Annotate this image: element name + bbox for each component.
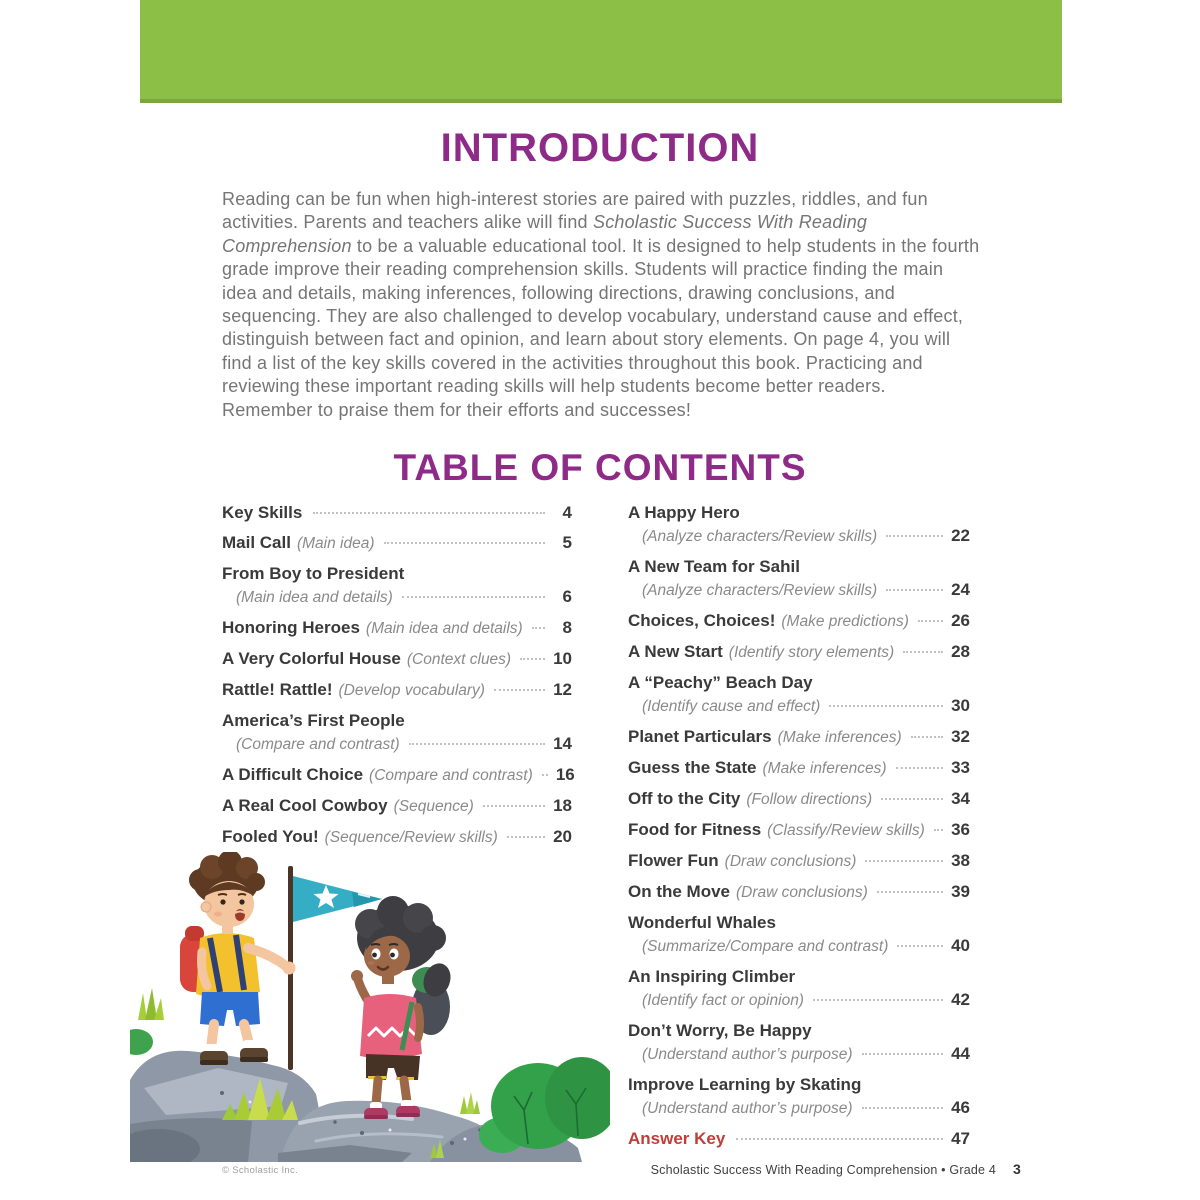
introduction-paragraph — [222, 188, 980, 422]
dot-leader — [865, 860, 943, 862]
toc-entry — [628, 850, 970, 872]
toc-entry-skill: (Main idea and details) — [236, 589, 393, 606]
toc-entry-skill: (Main idea and details) — [365, 620, 523, 637]
girl-hiker — [351, 896, 455, 1119]
toc-entry — [628, 788, 970, 810]
table-of-contents-heading: TABLE OF CONTENTS — [393, 447, 807, 488]
dot-leader — [862, 1053, 943, 1055]
toc-entry-title: A Real Cool Cowboy — [222, 796, 388, 815]
toc-entry — [222, 617, 572, 639]
toc-entry-skill: (Compare and contrast) — [236, 736, 400, 753]
toc-entry-page: 30 — [951, 696, 970, 715]
dot-leader — [507, 836, 545, 838]
toc-entry-title: America’s First People — [222, 711, 405, 730]
book-title-italic: Scholastic Success With Reading Comprehension — [222, 212, 868, 256]
toc-entry-skill: (Context clues) — [406, 651, 512, 668]
toc-entry-title: Wonderful Whales — [628, 913, 776, 932]
toc-entry-skill: (Compare and contrast) — [369, 767, 533, 784]
toc-entry-skill: (Make inferences) — [762, 760, 887, 777]
toc-entry-skill: (Understand author’s purpose) — [642, 1046, 853, 1063]
hikers-illustration — [130, 852, 610, 1162]
toc-entry — [628, 912, 970, 957]
toc-entry-page: 6 — [562, 587, 572, 606]
toc-entry-skill: (Make predictions) — [781, 613, 909, 630]
toc-entry-page: 20 — [553, 827, 572, 846]
toc-entry-title: A Very Colorful House — [222, 649, 401, 668]
toc-entry-page: 40 — [951, 936, 970, 955]
toc-entry-page: 44 — [951, 1044, 970, 1063]
dot-leader — [886, 589, 943, 591]
dot-leader — [542, 774, 548, 776]
toc-entry — [628, 881, 970, 903]
toc-entry-page: 24 — [951, 580, 970, 599]
dot-leader — [829, 705, 943, 707]
toc-entry-title: Rattle! Rattle! — [222, 680, 333, 699]
toc-entry-skill: (Develop vocabulary) — [338, 682, 485, 699]
toc-entry — [628, 641, 970, 663]
toc-entry — [222, 679, 572, 701]
toc-entry-title: A “Peachy” Beach Day — [628, 673, 813, 692]
toc-entry-skill: (Draw conclusions) — [724, 853, 857, 870]
dot-leader — [877, 891, 943, 893]
toc-entry-title: On the Move — [628, 882, 731, 901]
toc-entry — [222, 502, 572, 523]
dot-leader — [886, 535, 943, 537]
toc-entry-title: Fooled You! — [222, 827, 319, 846]
dot-leader — [494, 689, 545, 691]
boy-hiker — [180, 852, 296, 1065]
toc-entry-page: 47 — [951, 1129, 970, 1148]
toc-entry — [222, 764, 575, 786]
toc-entry-page: 34 — [951, 789, 970, 808]
toc-entry-title: Flower Fun — [628, 851, 719, 870]
toc-entry-title: From Boy to President — [222, 564, 405, 583]
toc-entry-title: Key Skills — [222, 503, 303, 522]
toc-entry-title: A New Start — [628, 642, 723, 661]
page-number: 3 — [1013, 1161, 1021, 1177]
toc-entry-title: Answer Key — [628, 1129, 726, 1148]
toc-entry-page: 8 — [562, 618, 572, 637]
dot-leader — [903, 651, 943, 653]
header-bar — [140, 0, 1062, 103]
toc-entry-skill: (Main idea) — [296, 535, 375, 552]
toc-entry-page: 4 — [562, 503, 572, 522]
toc-entry — [222, 826, 572, 848]
toc-entry-skill: (Sequence/Review skills) — [324, 829, 498, 846]
toc-entry — [628, 610, 970, 632]
toc-entry — [628, 726, 970, 748]
toc-entry — [222, 532, 572, 554]
toc-entry-title: Don’t Worry, Be Happy — [628, 1021, 812, 1040]
dot-leader — [881, 798, 943, 800]
toc-entry-page: 26 — [951, 611, 970, 630]
toc-entry-page: 46 — [951, 1098, 970, 1117]
toc-entry-title: Honoring Heroes — [222, 618, 360, 637]
bushes — [479, 1057, 610, 1153]
toc-entry-page: 16 — [555, 765, 575, 784]
toc-entry-page: 12 — [553, 680, 572, 699]
toc-entry-skill: (Sequence) — [393, 798, 474, 815]
toc-entry-skill: (Classify/Review skills) — [767, 822, 925, 839]
dot-leader — [911, 736, 943, 738]
dot-leader — [918, 620, 943, 622]
toc-column-right — [628, 502, 970, 1158]
dot-leader — [483, 805, 545, 807]
toc-entry — [222, 648, 572, 670]
dot-leader — [736, 1138, 943, 1140]
toc-entry — [628, 556, 970, 601]
toc-entry-skill: (Summarize/Compare and contrast) — [642, 938, 889, 955]
toc-entry — [628, 819, 970, 841]
toc-entry-title: Food for Fitness — [628, 820, 762, 839]
dot-leader — [813, 999, 943, 1001]
toc-entry-title: A Difficult Choice — [222, 765, 364, 784]
toc-entry-page: 14 — [553, 734, 572, 753]
toc-entry — [628, 1020, 970, 1065]
toc-entry-title: Off to the City — [628, 789, 741, 808]
toc-entry-title: A Happy Hero — [628, 503, 740, 522]
dot-leader — [409, 743, 545, 745]
toc-entry-page: 36 — [951, 820, 970, 839]
toc-entry-page: 10 — [553, 649, 572, 668]
dot-leader — [520, 658, 545, 660]
toc-entry — [222, 563, 572, 608]
toc-entry-title: An Inspiring Climber — [628, 967, 796, 986]
toc-entry-title: Guess the State — [628, 758, 757, 777]
toc-entry-skill: (Make inferences) — [777, 729, 902, 746]
toc-entry-page: 39 — [951, 882, 970, 901]
toc-entry-title: Choices, Choices! — [628, 611, 776, 630]
toc-entry-page: 38 — [951, 851, 970, 870]
toc-entry — [628, 757, 970, 779]
introduction-heading: INTRODUCTION — [440, 126, 760, 170]
toc-entry-title: Planet Particulars — [628, 727, 772, 746]
toc-entry-page: 28 — [951, 642, 970, 661]
toc-entry — [628, 966, 970, 1011]
toc-entry-skill: (Understand author’s purpose) — [642, 1100, 853, 1117]
toc-entry-skill: (Analyze characters/Review skills) — [642, 528, 878, 545]
dot-leader — [532, 627, 545, 629]
toc-entry — [222, 795, 572, 817]
toc-entry — [628, 1128, 970, 1149]
toc-entry-title: Mail Call — [222, 533, 291, 552]
toc-entry-skill: (Follow directions) — [746, 791, 873, 808]
toc-entry-page: 5 — [562, 533, 572, 552]
toc-entry-title: A New Team for Sahil — [628, 557, 800, 576]
toc-entry-skill: (Identify fact or opinion) — [642, 992, 804, 1009]
footer-book-title: Scholastic Success With Reading Comprehension • Grade 4 — [650, 1163, 996, 1177]
toc-entry-page: 22 — [951, 526, 970, 545]
toc-entry-page: 33 — [951, 758, 970, 777]
intro-text-start: Reading can be fun when high-interest stories are paired with puzzles, riddles, and fun activities. Parents and teachers alike will find — [222, 189, 928, 233]
dot-leader — [934, 829, 943, 831]
dot-leader — [384, 542, 546, 544]
toc-entry-page: 42 — [951, 990, 970, 1009]
copyright-notice: © Scholastic Inc. — [222, 1165, 298, 1176]
intro-text-end: to be a valuable educational tool. It is designed to help students in the fourth grade improve their reading comprehension skills. Students will practice finding the main idea and details, making inferences, following directions, drawing conclusions, and sequencing. They are also challenged to develop vocabulary, understand cause and effect, distinguish between fact and opinion, and learn about story elements. On page 4, you will find a list of the key skills covered in the activities throughout this book. Practicing and reviewing these important reading skills will help students become better readers. Remember to praise them for their efforts and successes! — [222, 235, 980, 420]
dot-leader — [313, 512, 545, 514]
dot-leader — [402, 596, 545, 598]
toc-entry — [628, 1074, 970, 1119]
toc-entry-skill: (Draw conclusions) — [736, 884, 868, 901]
toc-entry-skill: (Identify story elements) — [728, 644, 895, 661]
toc-entry — [222, 710, 572, 755]
toc-entry-page: 18 — [553, 796, 572, 815]
toc-entry — [628, 502, 970, 547]
dot-leader — [862, 1107, 943, 1109]
dot-leader — [896, 767, 943, 769]
toc-entry-skill: (Identify cause and effect) — [642, 698, 821, 715]
toc-entry-title: Improve Learning by Skating — [628, 1075, 862, 1094]
dot-leader — [897, 945, 943, 947]
toc-entry-page: 32 — [951, 727, 970, 746]
toc-entry — [628, 672, 970, 717]
toc-entry-skill: (Analyze characters/Review skills) — [642, 582, 878, 599]
